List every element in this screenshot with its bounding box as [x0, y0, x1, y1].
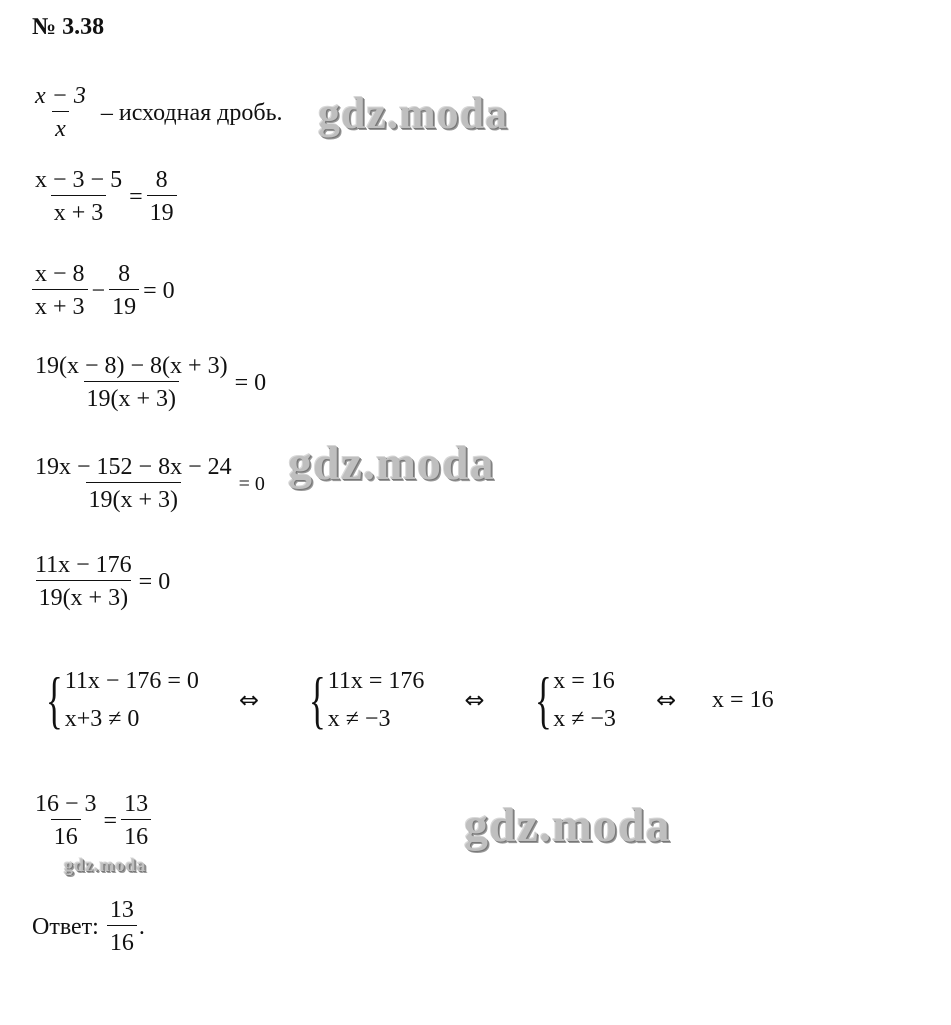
- watermark-text: gdz.moda: [64, 855, 147, 875]
- fraction-right: [147, 168, 177, 225]
- step-systems: [32, 664, 774, 735]
- step-expanded: [32, 455, 269, 512]
- fraction-numerator: 19x − 152 − 8x − 24: [35, 454, 232, 480]
- system-3: [521, 664, 616, 735]
- fraction-check-right: [121, 792, 151, 849]
- step-equation: [32, 168, 177, 225]
- equals-zero: = 0: [143, 277, 175, 304]
- problem-number: [32, 14, 104, 41]
- step-difference: [32, 262, 179, 319]
- note-original-fraction: – исходная дробь.: [100, 99, 283, 126]
- solution-x: x = 16: [712, 687, 774, 713]
- fraction-left: [32, 262, 88, 319]
- fraction-numerator: x − 3: [35, 83, 86, 109]
- fraction-numerator: 11x − 176: [35, 552, 132, 578]
- system-row: x+3 ≠ 0: [64, 706, 140, 732]
- system-row: 11x = 176: [327, 668, 425, 694]
- fraction-expanded: [32, 455, 235, 512]
- answer-period: .: [138, 913, 145, 940]
- fraction-numerator: x − 3 − 5: [35, 167, 123, 193]
- step-simplified: [32, 553, 174, 610]
- fraction-left: [32, 168, 125, 225]
- watermark-logo: [64, 855, 147, 876]
- fraction-numerator: x − 8: [35, 261, 85, 287]
- watermark-logo: [464, 798, 671, 853]
- watermark-text: gdz.moda: [288, 437, 495, 490]
- left-brace-icon: {: [45, 664, 63, 735]
- step-check: [32, 792, 151, 849]
- fraction-denominator: 19: [109, 289, 139, 319]
- equals-sign: =: [129, 183, 143, 210]
- equals-sign: =: [103, 807, 118, 834]
- fraction-numerator: 13: [109, 897, 134, 923]
- system-row: 11x − 176 = 0: [64, 668, 199, 694]
- fraction-simplified: [32, 553, 135, 610]
- fraction-denominator: x: [52, 111, 69, 141]
- fraction-denominator: 19(x + 3): [86, 482, 182, 512]
- fraction-denominator: 19(x + 3): [36, 580, 132, 610]
- equals-zero: = 0: [138, 568, 171, 595]
- system-row: x ≠ −3: [553, 706, 616, 732]
- left-brace-icon: {: [308, 664, 326, 735]
- fraction-check-left: [32, 792, 100, 849]
- fraction-denominator: 16: [107, 925, 137, 955]
- step-common-denominator: [32, 354, 270, 411]
- equals-zero: = 0: [238, 472, 265, 495]
- fraction-denominator: x + 3: [51, 195, 107, 225]
- system-1: [32, 664, 199, 735]
- equivalence-icon: ⇔: [464, 686, 485, 714]
- fraction-numerator: 8: [155, 167, 168, 193]
- fraction-numerator: 19(x − 8) − 8(x + 3): [35, 353, 228, 379]
- watermark-logo: [288, 436, 495, 491]
- fraction-denominator: x + 3: [32, 289, 88, 319]
- watermark-text: gdz.moda: [464, 799, 671, 852]
- equivalence-icon: ⇔: [238, 686, 260, 714]
- fraction-denominator: 19(x + 3): [84, 381, 180, 411]
- fraction-original: [32, 84, 89, 141]
- watermark-logo: [318, 88, 508, 139]
- equivalence-icon: ⇔: [655, 686, 677, 714]
- left-brace-icon: {: [534, 664, 552, 735]
- system-row: x = 16: [553, 668, 615, 694]
- fraction-numerator: 16 − 3: [35, 791, 97, 817]
- fraction-right: [109, 262, 139, 319]
- fraction-answer: [107, 898, 137, 955]
- fraction-numerator: 8: [118, 261, 131, 287]
- fraction-denominator: 19: [147, 195, 177, 225]
- system-row: x ≠ −3: [327, 706, 391, 732]
- answer: [32, 898, 145, 955]
- fraction-numerator: 13: [124, 791, 149, 817]
- problem-number-text: № 3.38: [32, 14, 105, 40]
- fraction-combined: [32, 354, 231, 411]
- fraction-denominator: 16: [51, 819, 81, 849]
- fraction-denominator: 16: [121, 819, 151, 849]
- system-2: [295, 664, 425, 735]
- answer-label: Ответ:: [32, 913, 99, 940]
- minus-sign: −: [91, 277, 106, 304]
- equals-zero: = 0: [234, 369, 267, 396]
- watermark-text: gdz.moda: [318, 89, 509, 138]
- step-original-fraction: [32, 84, 283, 141]
